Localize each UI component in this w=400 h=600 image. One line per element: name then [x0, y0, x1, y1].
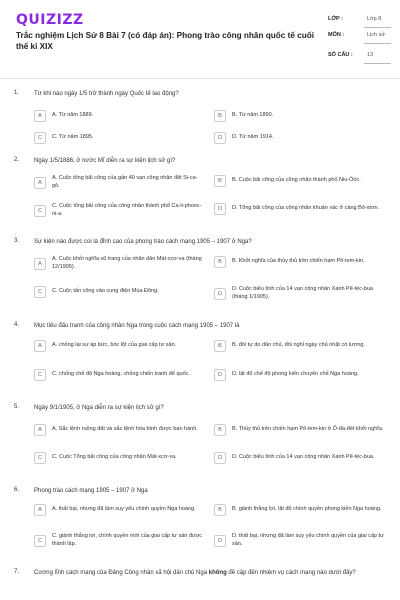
- question-text-start: Cương lĩnh cách mạng của Đảng Công nhân xã hội dân chủ Nga: [34, 570, 209, 576]
- option-letter-a: A: [34, 424, 46, 436]
- option-text: B. Thủy thủ trên chiến hạm Pô-tem-kin ở Ô-đa-đét khởi nghĩa.: [232, 426, 384, 433]
- option-d[interactable]: [214, 132, 388, 144]
- option-c[interactable]: [34, 286, 204, 298]
- option-d[interactable]: [214, 452, 388, 464]
- meta-subject: [328, 30, 392, 44]
- count-value: 13: [364, 50, 391, 64]
- question-text: Ngày 1/5/1886, ở nước Mĩ diễn ra sự kiện lịch sử gì?: [34, 158, 176, 164]
- option-c[interactable]: [34, 369, 204, 381]
- option-text: D. Cuộc biểu tình của 14 vạn công nhân Xanh Pê-téc-bua.: [232, 454, 375, 461]
- option-text: A. Cuộc tổng bãi công của gần 40 vạn công nhân đệt Si-ca-gô.: [52, 175, 198, 189]
- option-letter-b: B: [214, 110, 226, 122]
- option-text: C. chống chế độ Nga hoàng, chống chiến tranh đế quốc.: [52, 371, 190, 378]
- option-text: A. thất bại, nhưng đã làm suy yếu chính quyền Nga hoàng.: [52, 506, 196, 513]
- option-text: A. chống lại sự áp bức, bóc lột của giai cấp tư sản.: [52, 342, 177, 349]
- option-text: D. Từ năm 1914.: [232, 134, 274, 141]
- option-text: A. Cuộc khởi nghĩa vũ trang của nhân dân Mát-xcơ-va (tháng 12/1905).: [52, 256, 202, 270]
- option-text: C. Từ năm 1895.: [52, 134, 94, 141]
- quizizz-logo[interactable]: QUIZIZZ: [16, 12, 84, 28]
- option-letter-c: C: [34, 132, 46, 144]
- option-text: B. Khởi nghĩa của thủy thủ trên chiến hạm Pô-tem-kin.: [232, 258, 365, 265]
- option-letter-d: D: [214, 535, 226, 547]
- option-a[interactable]: [34, 504, 204, 516]
- option-letter-a: A: [34, 258, 46, 270]
- option-d[interactable]: [214, 369, 388, 381]
- count-label: SỐ CÂU :: [328, 52, 353, 58]
- question-emphasis: không: [208, 570, 227, 576]
- option-letter-d: D: [214, 369, 226, 381]
- option-c[interactable]: [34, 452, 204, 464]
- option-letter-d: D: [214, 452, 226, 464]
- question-text: [34, 569, 384, 578]
- option-b[interactable]: [214, 424, 388, 436]
- option-letter-c: C: [34, 535, 46, 547]
- option-d[interactable]: [214, 286, 388, 301]
- option-d[interactable]: [214, 203, 388, 215]
- option-text: B. Cuộc bãi công của công nhân thành phố Niu-Óóc.: [232, 177, 361, 184]
- page-title: Trắc nghiệm Lịch Sử 8 Bài 7 (có đáp án): Phong trào công nhân quốc tế cuối thế kỉ XIX: [16, 31, 314, 51]
- subject-value: Lịch sử: [364, 30, 391, 44]
- option-a[interactable]: [34, 340, 204, 352]
- option-letter-d: D: [214, 288, 226, 300]
- option-d[interactable]: [214, 533, 388, 548]
- question-text: Ngày 9/1/1905, ở Nga diễn ra sự kiện lịch sử gì?: [34, 405, 164, 411]
- option-text: A. Sắc lệnh ruộng đất và sắc lệnh hòa bình được ban hành.: [52, 426, 198, 433]
- option-letter-a: A: [34, 340, 46, 352]
- option-text: B. giành thắng lợi, lật đổ chính quyền phong kiến Nga hoàng.: [232, 506, 382, 513]
- option-letter-d: D: [214, 132, 226, 144]
- option-letter-a: A: [34, 177, 46, 189]
- option-letter-a: A: [34, 110, 46, 122]
- question-number: 3.: [14, 238, 20, 244]
- option-letter-b: B: [214, 175, 226, 187]
- option-b[interactable]: [214, 256, 388, 268]
- question-text-end: đề cập đến nhiệm vụ cách mạng nào dưới đây?: [226, 570, 356, 576]
- class-value: Lớp 8: [364, 14, 391, 28]
- option-letter-b: B: [214, 256, 226, 268]
- question-text: Sự kiện nào được coi là đỉnh cao của phong trào cách mạng 1905 – 1907 ở Nga?: [34, 239, 252, 245]
- option-c[interactable]: [34, 533, 204, 548]
- meta-panel: [328, 14, 392, 66]
- option-letter-c: C: [34, 452, 46, 464]
- option-b[interactable]: [214, 504, 388, 516]
- option-letter-b: B: [214, 340, 226, 352]
- class-label: LỚP :: [328, 16, 343, 22]
- question-number: 7.: [14, 569, 20, 575]
- question-number: 4.: [14, 322, 20, 328]
- option-b[interactable]: [214, 340, 388, 352]
- option-b[interactable]: [214, 175, 388, 187]
- option-letter-b: B: [214, 424, 226, 436]
- option-letter-a: A: [34, 504, 46, 516]
- option-letter-c: C: [34, 205, 46, 217]
- option-letter-c: C: [34, 369, 46, 381]
- option-a[interactable]: [34, 110, 204, 122]
- question-number: 5.: [14, 404, 20, 410]
- option-text: C. giành thắng lợi, chính quyền mới của giai cấp tư sản được thành lập.: [52, 533, 202, 547]
- option-a[interactable]: [34, 424, 204, 436]
- worksheet-header: [0, 0, 400, 76]
- option-text: A. Từ năm 1889.: [52, 112, 94, 119]
- option-text: D. lật đổ chế độ phong kiến chuyên chế Nga hoàng.: [232, 371, 359, 378]
- meta-class: [328, 14, 392, 28]
- option-b[interactable]: [214, 110, 388, 122]
- option-text: D. thất bại, nhưng đã làm suy yếu chính quyền của giai cấp tư sản.: [232, 533, 384, 547]
- option-c[interactable]: [34, 132, 204, 144]
- question-number: 2.: [14, 157, 20, 163]
- option-a[interactable]: [34, 256, 204, 271]
- option-text: B. đòi tự do dân chủ, đòi nghỉ ngày chủ nhật có lương.: [232, 342, 365, 349]
- option-a[interactable]: [34, 175, 204, 190]
- option-text: C. Cuộc Tổng bãi công của công nhân Mát-xcơ-va.: [52, 454, 177, 461]
- option-letter-b: B: [214, 504, 226, 516]
- question-text: Phong trào cách mạng 1905 – 1907 ở Nga: [34, 488, 148, 494]
- question-number: 1.: [14, 90, 20, 96]
- question-number: 6.: [14, 487, 20, 493]
- question-text: Mục tiêu đấu tranh của công nhân Nga trong cuộc cách mạng 1905 – 1907 là: [34, 323, 240, 329]
- option-text: B. Từ năm 1890.: [232, 112, 274, 119]
- option-c[interactable]: [34, 203, 204, 218]
- meta-count: [328, 50, 392, 64]
- header-divider: [0, 78, 400, 79]
- question-text: Từ khi nào ngày 1/5 trở thành ngày Quốc tế lao động?: [34, 91, 179, 97]
- option-letter-c: C: [34, 286, 46, 298]
- option-text: D. Tổng bãi công của công nhân khuân vác ở cảng Bô-xtơn.: [232, 205, 380, 212]
- option-letter-d: D: [214, 203, 226, 215]
- option-text: D. Cuộc biểu tình của 14 vạn công nhân Xanh Pê-téc-bua (tháng 1/1905).: [232, 286, 373, 300]
- subject-label: MÔN :: [328, 32, 345, 38]
- option-text: C. Cuộc tấn công vào cung điện Mùa Đông.: [52, 288, 159, 295]
- option-text: C. Cuộc tổng bãi công của công nhân thành phố Ca-li-phooc-ni-a.: [52, 203, 202, 217]
